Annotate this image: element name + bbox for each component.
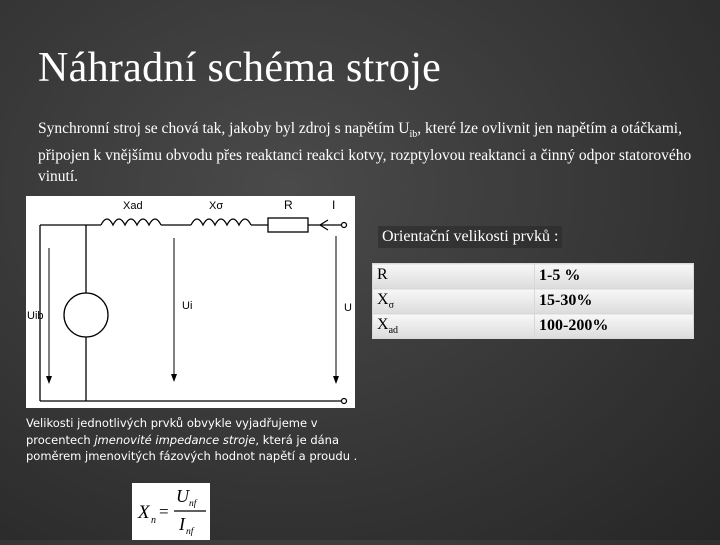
- intro-subscript: ib: [409, 129, 418, 141]
- intro-text-start: Synchronní stroj se chová tak, jakoby byl zdroj s napětím U: [38, 120, 410, 137]
- impedance-formula: [132, 483, 210, 540]
- label-ui: Ui: [182, 300, 193, 312]
- element-subscript: σ: [388, 300, 394, 312]
- element-name: [373, 264, 535, 289]
- element-value: 15-30%: [535, 289, 694, 314]
- label-u: U: [344, 302, 352, 314]
- table-row: [373, 289, 694, 314]
- note-text-end: , která je dána poměrem jmenovitých fázových hodnot napětí a proudu .: [26, 432, 358, 463]
- impedance-note: [26, 415, 376, 465]
- intro-paragraph: [38, 118, 706, 187]
- table-row: [373, 314, 694, 339]
- element-name: [373, 289, 535, 314]
- equivalent-circuit-diagram: [26, 196, 355, 408]
- note-text-start: Velikosti jednotlivých prvků obvykle vyjadřujeme v procentech: [26, 416, 318, 447]
- element-symbol: X: [377, 290, 389, 308]
- formula-denominator: I: [179, 514, 185, 534]
- formula-lhs-sub: n: [151, 515, 156, 526]
- xsigma-coil: [191, 219, 251, 225]
- element-value: 100-200%: [535, 314, 694, 339]
- element-value: 1-5 %: [535, 264, 694, 289]
- label-xsigma: Xσ: [209, 200, 224, 212]
- element-symbol: R: [377, 265, 388, 283]
- formula-denominator-sub: nf: [186, 527, 194, 537]
- label-r: R: [284, 198, 293, 212]
- element-name: [373, 314, 535, 339]
- element-symbol: X: [377, 315, 389, 333]
- resistor-r: [268, 218, 308, 232]
- terminal-bottom: [342, 399, 347, 404]
- terminal-top: [342, 223, 347, 228]
- table-row: [373, 264, 694, 289]
- formula-equals: =: [159, 502, 169, 521]
- slide-title: Náhradní schéma stroje: [38, 45, 442, 91]
- formula-numerator: U: [176, 486, 189, 506]
- note-emphasis: jmenovité impedance stroje: [94, 432, 256, 447]
- voltage-source: [64, 293, 108, 337]
- xad-coil: [101, 219, 161, 225]
- formula-lhs: X: [138, 502, 150, 523]
- label-xad: Xad: [123, 200, 143, 212]
- intro-text-end: , které lze ovlivnit jen napětím a otáčkami, připojen k vnějšímu obvodu přes reaktanci reakci kotvy, rozptylovou reaktanci a činný odpor statorového vinutí.: [38, 120, 692, 186]
- formula-numerator-sub: nf: [189, 499, 197, 509]
- element-subscript: ad: [388, 325, 399, 337]
- label-uib: Uib: [27, 310, 44, 322]
- label-i: I: [332, 198, 336, 212]
- sizes-heading: Orientační velikosti prvků :: [378, 226, 562, 248]
- sizes-table: [372, 263, 694, 339]
